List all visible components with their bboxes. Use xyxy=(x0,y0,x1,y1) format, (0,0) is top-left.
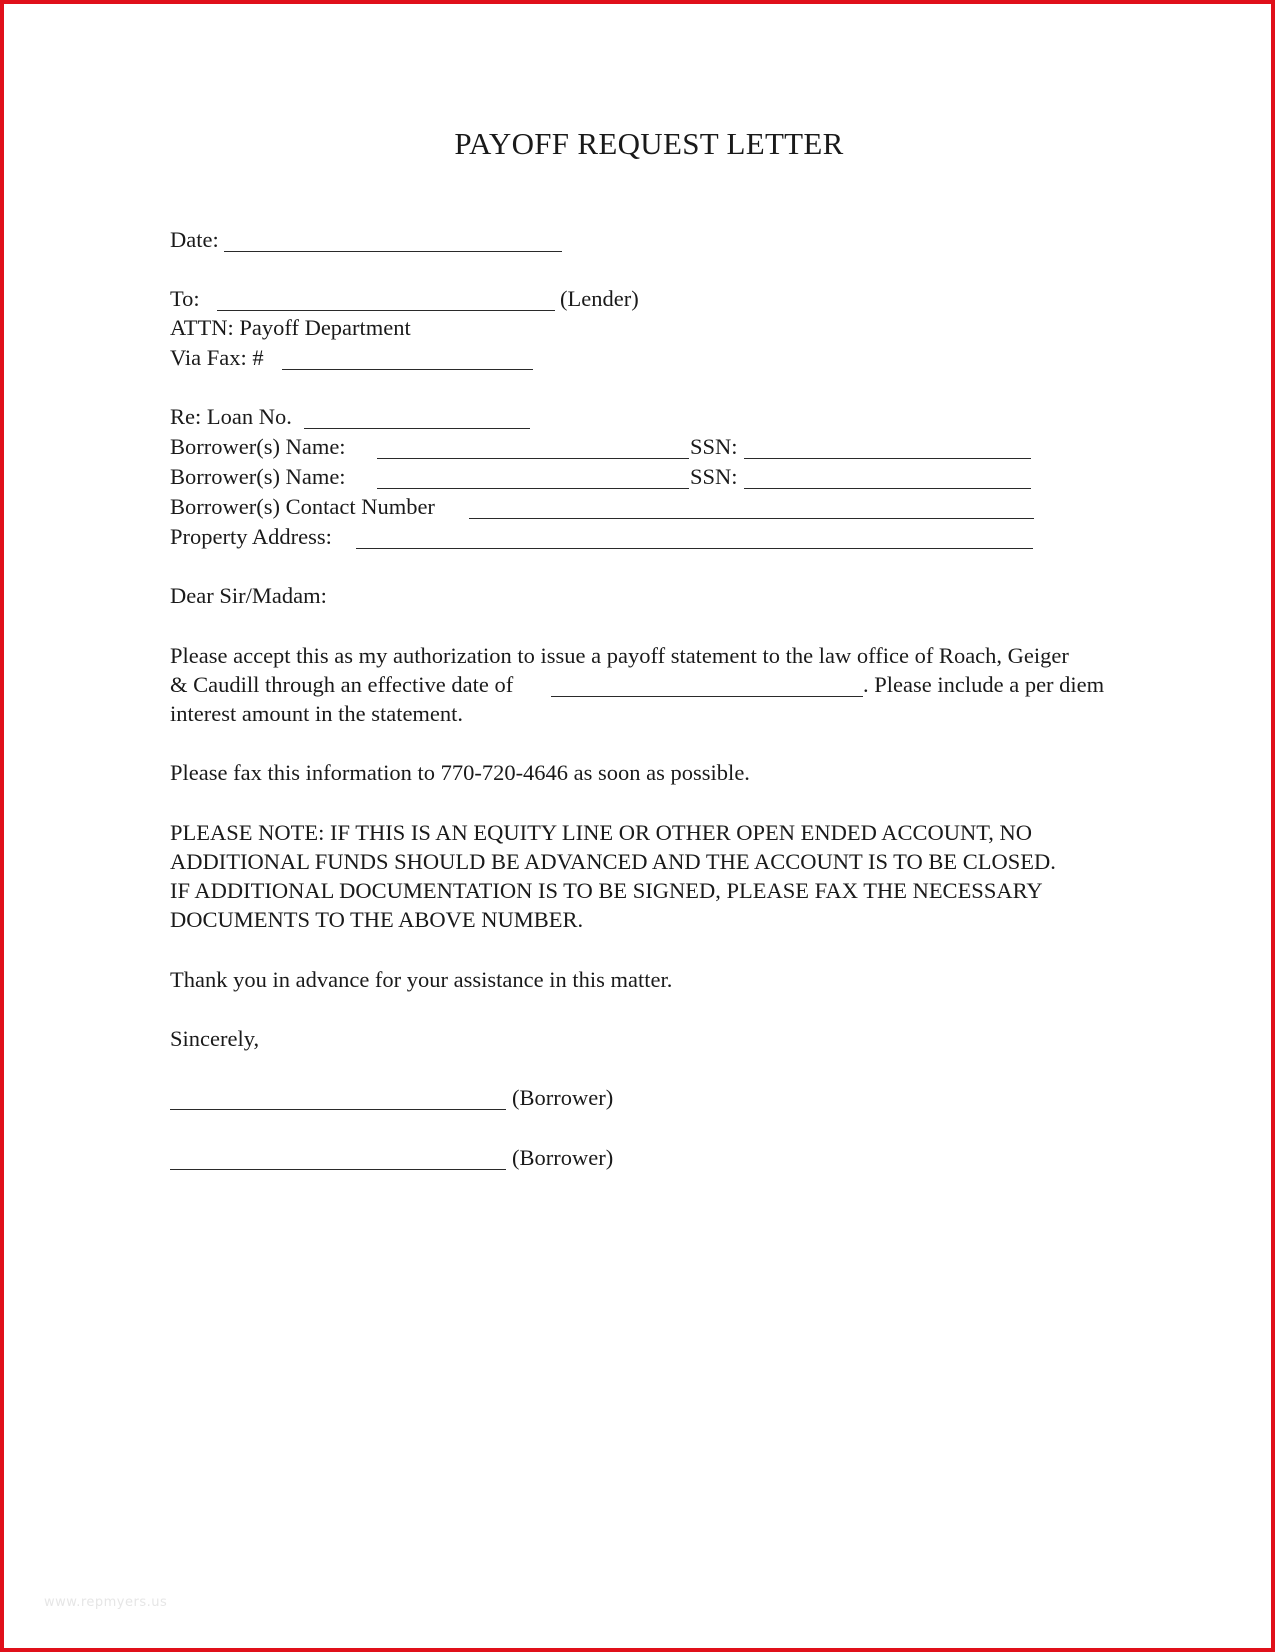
borrower-name-label-1: Borrower(s) Name: xyxy=(170,434,346,459)
body-line-2-end: . Please include a per diem xyxy=(863,672,1105,697)
fax-blank-line xyxy=(282,369,533,370)
note-line-2: ADDITIONAL FUNDS SHOULD BE ADVANCED AND THE ACCOUNT IS TO BE CLOSED. xyxy=(170,849,1056,874)
to-label: To: xyxy=(170,286,200,311)
thanks-line: Thank you in advance for your assistance in this matter. xyxy=(170,967,673,992)
effective-date-blank-line xyxy=(551,696,863,697)
lender-label: (Lender) xyxy=(560,286,639,311)
letter-title: PAYOFF REQUEST LETTER xyxy=(454,126,844,161)
body-line-3: interest amount in the statement. xyxy=(170,701,464,726)
loan-blank-line xyxy=(304,428,530,429)
body-line-2-start: & Caudill through an effective date of xyxy=(170,672,514,697)
fax-label: Via Fax: # xyxy=(170,345,264,370)
note-line-4: DOCUMENTS TO THE ABOVE NUMBER. xyxy=(170,907,584,932)
note-line-1: PLEASE NOTE: IF THIS IS AN EQUITY LINE OR OTHER OPEN ENDED ACCOUNT, NO xyxy=(170,820,1033,845)
ssn-label-1: SSN: xyxy=(690,434,738,459)
note-line-3: IF ADDITIONAL DOCUMENTATION IS TO BE SIGNED, PLEASE FAX THE NECESSARY xyxy=(170,878,1043,903)
ssn-label-2: SSN: xyxy=(690,464,738,489)
loan-label: Re: Loan No. xyxy=(170,404,292,429)
borrower-name-label-2: Borrower(s) Name: xyxy=(170,464,346,489)
borrower-name-blank-line-2 xyxy=(377,488,689,489)
fax-instruction: Please fax this information to 770-720-4646 as soon as possible. xyxy=(170,760,750,785)
date-blank-line xyxy=(224,251,562,252)
lender-blank-line xyxy=(217,310,555,311)
borrower-signature-label-1: (Borrower) xyxy=(512,1085,614,1110)
contact-label: Borrower(s) Contact Number xyxy=(170,494,435,519)
closing: Sincerely, xyxy=(170,1026,260,1051)
borrower-signature-line-1 xyxy=(170,1109,506,1110)
contact-blank-line xyxy=(469,518,1034,519)
borrower-signature-line-2 xyxy=(170,1169,506,1170)
ssn-blank-line-2 xyxy=(744,488,1031,489)
salutation: Dear Sir/Madam: xyxy=(170,583,327,608)
watermark: www.repmyers.us xyxy=(44,1595,168,1610)
date-label: Date: xyxy=(170,227,219,252)
address-label: Property Address: xyxy=(170,524,332,549)
borrower-name-blank-line-1 xyxy=(377,458,689,459)
address-blank-line xyxy=(356,548,1033,549)
borrower-signature-label-2: (Borrower) xyxy=(512,1145,614,1170)
ssn-blank-line-1 xyxy=(744,458,1031,459)
body-line-1: Please accept this as my authorization to issue a payoff statement to the law office of Roach, Geiger xyxy=(170,643,1069,668)
attn-line: ATTN: Payoff Department xyxy=(170,315,411,340)
